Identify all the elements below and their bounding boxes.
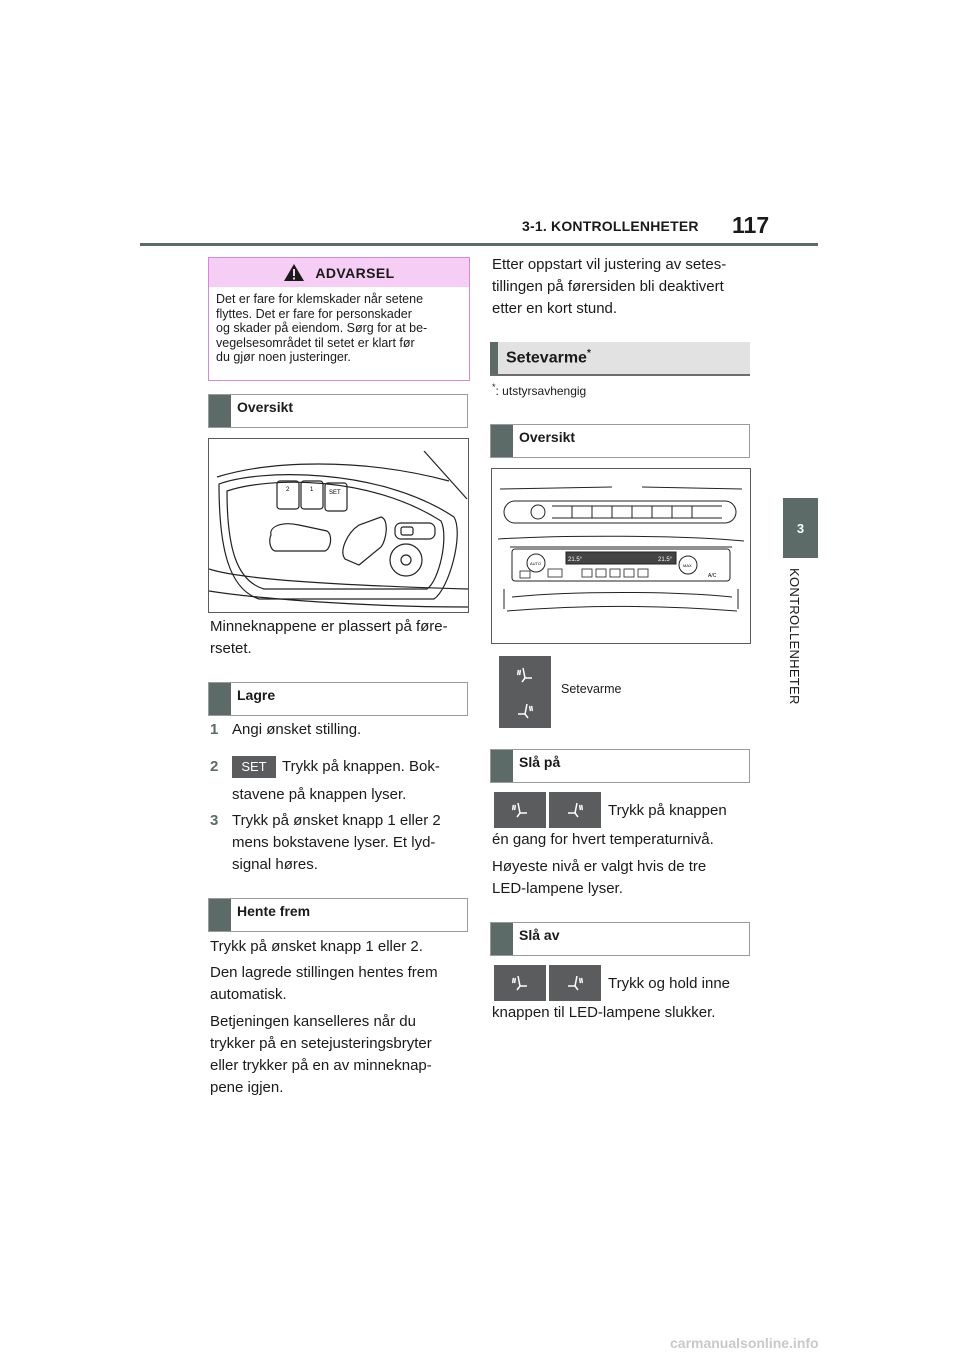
paragraph-line: LED-lampene lyser. — [492, 880, 623, 897]
climate-temp-right: 21.5° — [658, 557, 673, 563]
sla-av-line1: Trykk og hold inne — [608, 975, 731, 992]
header-rule — [140, 243, 818, 246]
heading-text: Setevarme — [506, 349, 587, 367]
hente-paragraph-3 — [210, 1011, 472, 1099]
paragraph-line: Betjeningen kanselleres når du — [210, 1013, 416, 1030]
seat-heating-left-icon — [494, 792, 546, 828]
seat-heating-right-icon — [549, 965, 601, 1001]
sla-pa-text: én gang for hvert temperaturnivå. — [492, 831, 714, 848]
seat-button-set-label: SET — [329, 490, 341, 496]
footnote-marker: * — [586, 348, 591, 359]
warning-line: du gjør noen justeringer. — [216, 350, 351, 364]
section-heading-sla-pa — [490, 749, 750, 783]
paragraph-line: automatisk. — [210, 986, 287, 1003]
section-heading-lagre — [208, 682, 468, 716]
seat-button-1-label: 1 — [310, 487, 314, 493]
paragraph-line: etter en kort stund. — [492, 300, 618, 317]
hente-paragraph-1 — [210, 936, 472, 958]
warning-text — [209, 287, 469, 365]
caption-line: Minneknappene er plassert på føre- — [210, 618, 448, 635]
footnote — [492, 382, 586, 398]
step-number: 2 — [210, 758, 219, 775]
paragraph-line: eller trykker på en av minneknap- — [210, 1057, 432, 1074]
intro-paragraph — [492, 254, 760, 320]
step-text: Trykk på ønsket knapp 1 eller 2 — [232, 812, 441, 829]
warning-line: flyttes. Det er fare for personskader — [216, 306, 412, 321]
caption-line: rsetet. — [210, 640, 252, 657]
step-text: mens bokstavene lyser. Et lyd- — [232, 834, 436, 851]
chapter-side-label: KONTROLLENHETER — [787, 568, 802, 705]
heading-text: Oversikt — [237, 399, 294, 415]
climate-control-figure — [491, 468, 751, 644]
heading-text: Hente frem — [237, 903, 311, 919]
footnote-marker: * — [492, 382, 496, 392]
seat-control-illustration — [209, 439, 468, 612]
seat-heating-right-icon — [499, 694, 551, 728]
step-text: stavene på knappen lyser. — [232, 786, 407, 803]
section-heading-hente-frem — [208, 898, 468, 932]
warning-line: vegelsesområdet til setet er klart før — [216, 335, 415, 350]
warning-title: ADVARSEL — [315, 264, 395, 281]
climate-max-label: MAX — [683, 563, 692, 568]
climate-panel-illustration — [492, 469, 750, 643]
climate-temp-left: 21.5° — [568, 557, 583, 563]
paragraph-line: pene igjen. — [210, 1079, 284, 1096]
seat-memory-figure — [208, 438, 469, 613]
seat-button-2-label: 2 — [286, 487, 290, 493]
climate-ac-label: A/C — [708, 573, 717, 579]
warning-triangle-icon — [283, 263, 305, 282]
step-1 — [210, 719, 472, 741]
section-heading-sla-av — [490, 922, 750, 956]
set-button-icon: SET — [232, 756, 276, 778]
hente-paragraph-2 — [210, 962, 472, 1006]
section-heading-oversikt — [208, 394, 468, 428]
seat-heating-caption: Setevarme — [561, 682, 622, 696]
paragraph-line: Trykk på ønsket knapp 1 eller 2. — [210, 938, 423, 955]
step-3 — [210, 810, 472, 876]
seat-caption — [210, 616, 470, 660]
watermark-text: carmanualsonline.info — [670, 1335, 819, 1351]
warning-header — [209, 258, 469, 287]
seat-heating-right-icon — [549, 792, 601, 828]
seat-heating-left-icon — [499, 656, 551, 694]
section-heading-oversikt-right — [490, 424, 750, 458]
paragraph-line: trykker på en setejusteringsbryter — [210, 1035, 432, 1052]
paragraph-line: tillingen på førersiden bli deaktivert — [492, 278, 724, 295]
paragraph-line: Etter oppstart vil justering av setes- — [492, 256, 727, 273]
warning-box — [208, 257, 470, 381]
paragraph-line: Høyeste nivå er valgt hvis de tre — [492, 858, 707, 875]
step-number: 1 — [210, 721, 219, 738]
step-text: Trykk på knappen. Bok- — [282, 758, 440, 775]
step-text: Angi ønsket stilling. — [232, 721, 362, 738]
climate-auto-label: AUTO — [530, 561, 542, 566]
sla-pa-paragraph-2 — [492, 856, 760, 900]
heading-text: Lagre — [237, 687, 276, 703]
heading-text: Oversikt — [519, 429, 576, 445]
sla-pa-line1: Trykk på knappen — [608, 802, 727, 819]
footnote-text: : utstyrsavhengig — [495, 384, 587, 398]
chapter-tab: 3 — [783, 498, 818, 558]
step-2 — [210, 756, 472, 806]
chapter-title: 3-1. KONTROLLENHETER — [522, 218, 699, 234]
warning-line: Det er fare for klemskader når setene — [216, 292, 424, 306]
sla-av-text: knappen til LED-lampene slukker. — [492, 1004, 716, 1021]
page-number: 117 — [732, 212, 770, 238]
heading-text: Slå av — [519, 927, 560, 943]
heading-text: Slå på — [519, 754, 561, 770]
step-text: signal høres. — [232, 856, 318, 873]
step-number: 3 — [210, 812, 219, 829]
paragraph-line: Den lagrede stillingen hentes frem — [210, 964, 438, 981]
section-heading-setevarme — [490, 342, 750, 376]
seat-heating-left-icon — [494, 965, 546, 1001]
warning-line: og skader på eiendom. Sørg for at be- — [216, 321, 428, 335]
